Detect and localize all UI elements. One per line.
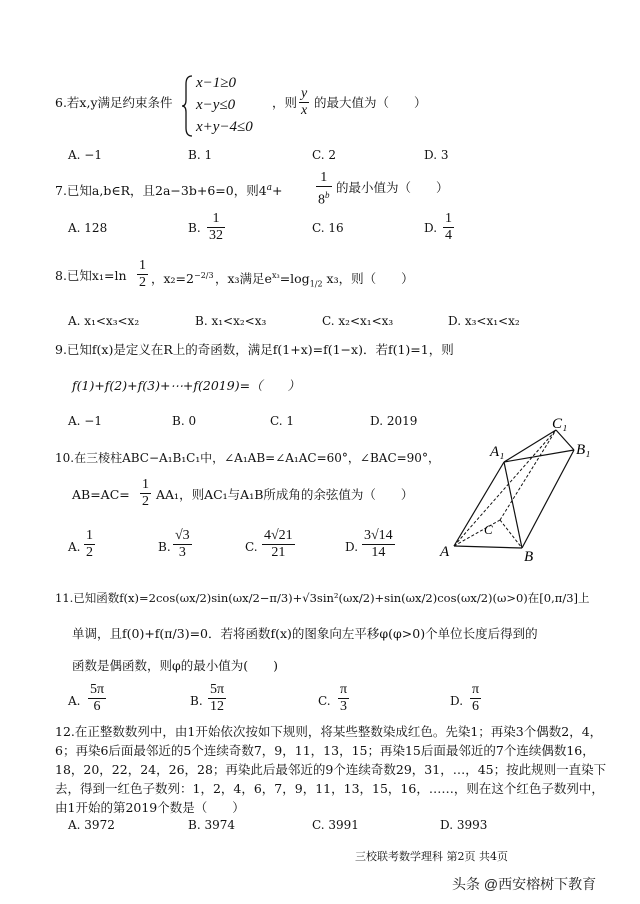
q11-option-c: C. <box>318 694 331 708</box>
edge-A-A1 <box>454 462 504 546</box>
q9-option-a: A. −1 <box>68 414 102 428</box>
label-C: C <box>484 522 493 537</box>
q11-line3: 函数是偶函数，则φ的最小值为( ) <box>72 658 279 673</box>
edge-A-B <box>454 546 522 548</box>
q9-option-d: D. 2019 <box>370 414 418 428</box>
q6-ask: 的最大值为（ ） <box>314 95 427 110</box>
q7-option-d: D. <box>424 221 438 235</box>
q11-option-b-value: $\frac{5\pi}{12}$ <box>210 682 225 714</box>
q6-constraint-1: x−1≥0 <box>196 75 237 91</box>
edge-C1-B1 <box>556 430 574 450</box>
q6-option-c: C. 2 <box>312 148 337 162</box>
q10-half-fraction: $\frac{1}{2}$ <box>142 477 149 509</box>
page-footer: 三校联考数学理科 第2页 共4页 <box>355 850 508 863</box>
q11-line1: 11.已知函数f(x)=2cos(ωx/2)sin(ωx/2−π/3)+√3sin²(ωx/2)+sin(ωx/2)cos(ωx/2)(ω>0)在[0,π/3]上 <box>55 591 590 605</box>
q10-line2a: AB=AC= <box>72 487 130 502</box>
q6-constraint-3: x+y−4≤0 <box>196 119 253 135</box>
q6-option-b: B. 1 <box>188 148 213 162</box>
q10-option-d-value: $\frac{3√14}{14}$ <box>364 528 393 560</box>
q10-line2b: AA₁，则AC₁与A₁B所成角的余弦值为（ ） <box>156 487 414 502</box>
q10-prism-diagram <box>438 418 598 568</box>
q6-brace <box>180 74 194 138</box>
label-A: A <box>440 544 450 560</box>
q10-line1: 10.在三棱柱ABC−A₁B₁C₁中，∠A₁AB=∠A₁AC=60°，∠BAC=90°， <box>55 451 440 465</box>
q11-option-d-value: $\frac{\pi}{6}$ <box>472 682 480 714</box>
q7-option-b: B. <box>188 221 201 235</box>
q8-option-d: D. x₃<x₁<x₂ <box>448 314 520 328</box>
q6-fraction: $\frac{y}{x}$ <box>301 86 308 118</box>
q7-stem: 7.已知a,b∈R，且2a−3b+6=0，则$4^a+$ <box>55 183 283 199</box>
q12-option-c: C. 3991 <box>312 818 359 832</box>
label-B1: B₁ <box>576 442 591 458</box>
edge-A-C <box>454 520 500 546</box>
q6-stem: 6.若x,y满足约束条件 <box>55 95 173 110</box>
q7-option-a: A. 128 <box>68 221 108 235</box>
q8-stem: 8.已知x₁=ln <box>55 268 127 283</box>
label-C1: C₁ <box>552 418 568 432</box>
edge-C-C1 <box>500 430 556 520</box>
q7-option-b-value: $\frac{1}{32}$ <box>209 211 223 243</box>
q10-option-d: D. <box>345 540 359 554</box>
q12-option-b: B. 3974 <box>188 818 235 832</box>
q8-half-fraction: $\frac{1}{2}$ <box>139 258 146 290</box>
q10-option-b-value: $\frac{√3}{3}$ <box>175 528 190 560</box>
q10-option-c-value: $\frac{4√21}{21}$ <box>264 528 293 560</box>
q9-stem: 9.已知f(x)是定义在R上的奇函数，满足f(1+x)=f(1−x)．若f(1)=1，则 <box>55 342 454 357</box>
q6-option-d: D. 3 <box>424 148 449 162</box>
q10-option-c: C. <box>245 540 258 554</box>
edge-B-B1 <box>522 450 574 548</box>
q7-ask: 的最小值为（ ） <box>336 180 449 195</box>
q7-fraction: $\frac{1}{8^b}$ <box>318 170 330 208</box>
q8-option-b: B. x₁<x₂<x₃ <box>195 314 267 328</box>
watermark: 头条 @西安榕树下教育 <box>452 876 597 892</box>
q11-option-b: B. <box>190 694 203 708</box>
q8-x2: ，$x_2=2^{-2/3}$ <box>151 271 214 287</box>
q11-option-c-value: $\frac{\pi}{3}$ <box>340 682 348 714</box>
q8-x3: ，x₃满足$e^{x_3}=\log_{1/2}$ x₃，则（ ） <box>215 271 414 289</box>
q11-option-d: D. <box>450 694 464 708</box>
q10-option-b: B. <box>158 540 171 554</box>
q10-option-a-value: $\frac{1}{2}$ <box>86 528 93 560</box>
q7-option-d-value: $\frac{1}{4}$ <box>445 211 452 243</box>
q8-option-c: C. x₂<x₁<x₃ <box>322 314 394 328</box>
q12-text: 12.在正整数数列中，由1开始依次按如下规则，将某些整数染成红色。先染1；再染3个偶数2，4，6；再染6后面最邻近的5个连续奇数7，9，11，13，15；再染15后面最邻近的7个连续偶数16，18，20，22，24，26，28；再染此后最邻近的9个连续奇数29，31，…，45；按此规则一直染下去，得到一红色子数列：1，2，4，6，7，9，11，13，15，16，……，则在这个红色子数列中，由1开始的第2019个数是（ ） <box>55 724 607 815</box>
edge-A1-B <box>504 462 522 548</box>
q6-option-a: A. −1 <box>68 148 102 162</box>
q11-line2: 单调，且f(0)+f(π/3)=0．若将函数f(x)的图象向左平移φ(φ>0)个单位长度后得到的 <box>72 626 538 641</box>
label-B: B <box>524 549 534 565</box>
q10-option-a: A. <box>68 540 81 554</box>
q12-option-a: A. 3972 <box>68 818 115 832</box>
q11-option-a: A. <box>68 694 81 708</box>
label-A1: A₁ <box>490 444 505 460</box>
q11-option-a-value: $\frac{5\pi}{6}$ <box>90 682 105 714</box>
q6-then: ，则 <box>272 95 298 110</box>
q9-sum: f(1)+f(2)+f(3)+⋯+f(2019)=（ ） <box>72 378 301 393</box>
q7-option-c: C. 16 <box>312 221 344 235</box>
q12-option-d: D. 3993 <box>440 818 488 832</box>
edge-A-C1 <box>454 430 556 546</box>
q8-option-a: A. x₁<x₃<x₂ <box>68 314 140 328</box>
q6-constraint-2: x−y≤0 <box>196 97 236 113</box>
q9-option-c: C. 1 <box>270 414 295 428</box>
q9-option-b: B. 0 <box>172 414 197 428</box>
